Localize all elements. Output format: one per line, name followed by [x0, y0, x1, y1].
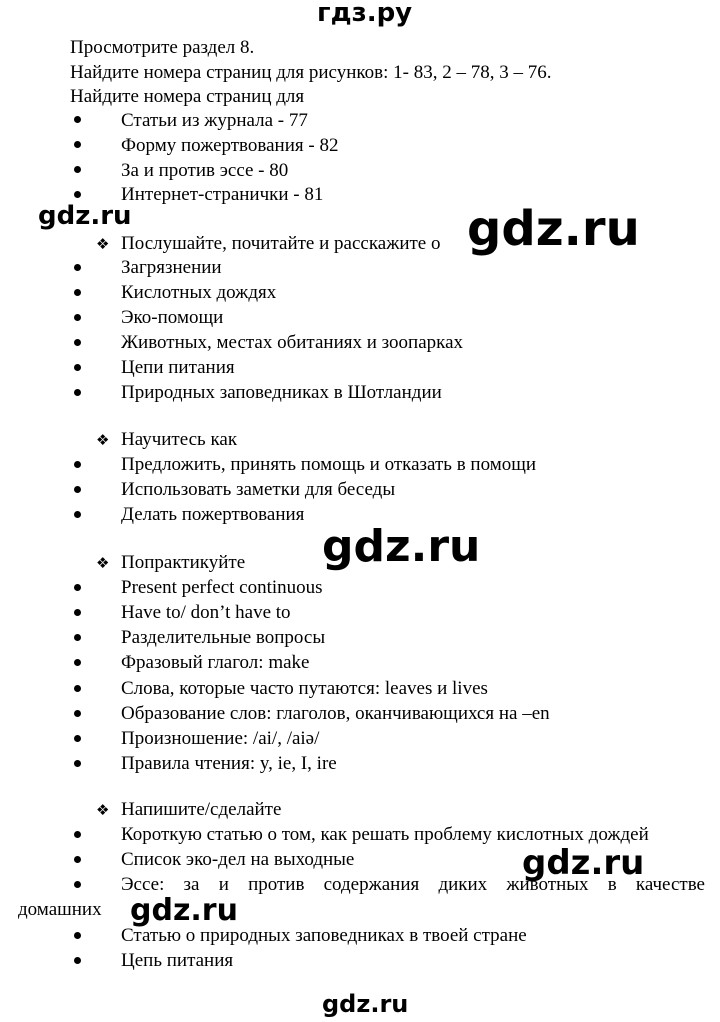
bullet-icon [74, 957, 81, 964]
list-item: Кислотных дождях [121, 282, 277, 303]
section-heading: Послушайте, почитайте и расскажите о [121, 233, 441, 254]
bullet-icon [74, 831, 81, 838]
bullet-icon [74, 141, 81, 148]
bullet-icon [74, 634, 81, 641]
bullet-icon [74, 116, 81, 123]
intro-line-3: Найдите номера страниц для [70, 86, 305, 107]
watermark: gdz.ru [38, 201, 132, 231]
watermark: gdz.ru [467, 201, 640, 257]
bullet-icon [74, 389, 81, 396]
list-item: Использовать заметки для беседы [121, 479, 396, 500]
list-item: Разделительные вопросы [121, 627, 326, 648]
bullet-icon [74, 264, 81, 271]
list-item: Животных, местах обитаниях и зоопарках [121, 332, 464, 353]
bullet-icon [74, 511, 81, 518]
list-item: Загрязнении [121, 257, 222, 278]
bullet-icon [74, 710, 81, 717]
list-item: Образование слов: глаголов, оканчивающихся на –en [121, 703, 550, 724]
section-heading: Попрактикуйте [121, 552, 246, 573]
diamond-bullet-icon: ❖ [96, 554, 110, 572]
header-watermark: гдз.ру [317, 0, 413, 28]
list-item: Статьи из журнала - 77 [121, 110, 308, 131]
bullet-icon [74, 486, 81, 493]
list-item: Короткую статью о том, как решать проблему кислотных дождей [121, 824, 649, 845]
bullet-icon [74, 685, 81, 692]
bullet-icon [74, 609, 81, 616]
bullet-icon [74, 289, 81, 296]
list-item: Произношение: /ai/, /aiə/ [121, 728, 320, 749]
list-item: Природных заповедниках в Шотландии [121, 382, 442, 403]
bullet-icon [74, 364, 81, 371]
list-item: Правила чтения: y, ie, I, ire [121, 753, 337, 774]
watermark: gdz.ru [130, 893, 238, 928]
list-item: Present perfect continuous [121, 577, 323, 598]
bullet-icon [74, 760, 81, 767]
bullet-icon [74, 932, 81, 939]
bullet-icon [74, 881, 81, 888]
bullet-icon [74, 314, 81, 321]
diamond-bullet-icon: ❖ [96, 431, 110, 449]
list-item: Цепи питания [121, 357, 235, 378]
list-item: За и против эссе - 80 [121, 160, 289, 181]
diamond-bullet-icon: ❖ [96, 235, 110, 253]
bullet-icon [74, 191, 81, 198]
bullet-icon [74, 166, 81, 173]
list-item: Делать пожертвования [121, 504, 305, 525]
intro-line-2: Найдите номера страниц для рисунков: 1- 83, 2 – 78, 3 – 76. [70, 62, 552, 83]
watermark: gdz.ru [522, 843, 645, 883]
section-heading: Научитесь как [121, 429, 238, 450]
list-item: Интернет-странички - 81 [121, 184, 324, 205]
list-item: Have to/ don’t have to [121, 602, 291, 623]
list-item: Эссе: за и против содержания диких животных в качестве [121, 874, 705, 895]
diamond-bullet-icon: ❖ [96, 801, 110, 819]
intro-line-1: Просмотрите раздел 8. [70, 37, 255, 58]
list-item: Форму пожертвования - 82 [121, 135, 339, 156]
list-item: Слова, которые часто путаются: leaves и lives [121, 678, 488, 699]
bullet-icon [74, 735, 81, 742]
list-item-continuation: домашних [18, 899, 102, 920]
bullet-icon [74, 856, 81, 863]
bullet-icon [74, 584, 81, 591]
section-heading: Напишите/сделайте [121, 799, 282, 820]
list-item: Эко-помощи [121, 307, 224, 328]
list-item: Предложить, принять помощь и отказать в помощи [121, 454, 537, 475]
bullet-icon [74, 339, 81, 346]
list-item: Список эко-дел на выходные [121, 849, 355, 870]
bullet-icon [74, 461, 81, 468]
watermark: gdz.ru [322, 521, 481, 572]
list-item: Фразовый глагол: make [121, 652, 310, 673]
list-item: Статью о природных заповедниках в твоей стране [121, 925, 527, 946]
watermark: gdz.ru [322, 990, 409, 1018]
bullet-icon [74, 659, 81, 666]
list-item: Цепь питания [121, 950, 234, 971]
